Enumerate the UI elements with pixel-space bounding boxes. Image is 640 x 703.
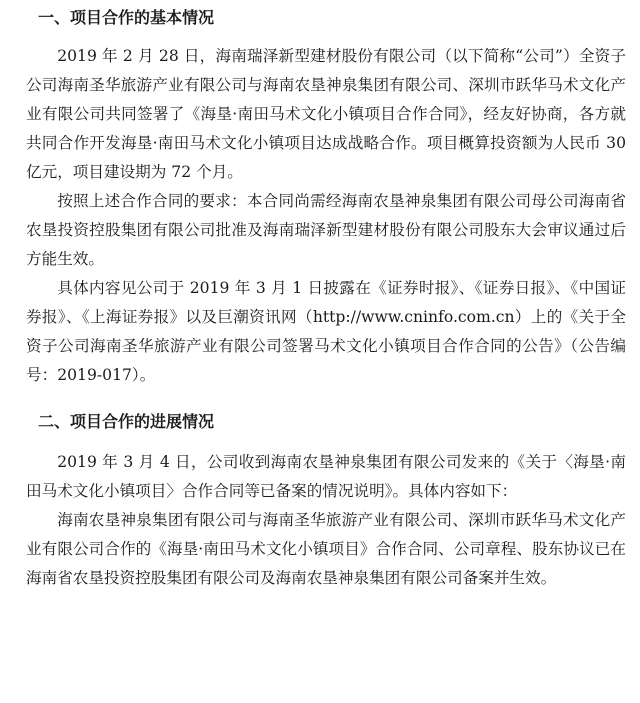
section-basic-situation [26, 8, 626, 390]
paragraph-notice-received: 2019 年 3 月 4 日，公司收到海南农垦神泉集团有限公司发来的《关于〈海垦·南田马术文化小镇项目〉合作合同等已备案的情况说明》。具体内容如下： [26, 453, 626, 500]
paragraph-disclosure-reference: 具体内容见公司于 2019 年 3 月 1 日披露在《证券时报》、《证券日报》、《中国证券报》、《上海证券报》以及巨潮资讯网（http://www.cninfo.com.cn）上的《关于全资子公司海南圣华旅游产业有限公司签署马术文化小镇项目合作合同的公告》（公告编号：2019-017）。 [26, 279, 626, 384]
section-heading-basic: 一、项目合作的基本情况 [38, 8, 215, 27]
paragraph-approval-requirement: 按照上述合作合同的要求：本合同尚需经海南农垦神泉集团有限公司母公司海南省农垦投资控股集团有限公司批准及海南瑞泽新型建材股份有限公司股东大会审议通过后方能生效。 [26, 192, 626, 268]
paragraph-agreement-signing: 2019 年 2 月 28 日，海南瑞泽新型建材股份有限公司（以下简称“公司”）全资子公司海南圣华旅游产业有限公司与海南农垦神泉集团有限公司、深圳市跃华马术文化产业有限公司共同签署了《海垦·南田马术文化小镇项目合作合同》，经友好协商，各方就共同合作开发海垦·南田马术文化小镇项目达成战略合作。项目概算投资额为人民币 30 亿元，项目建设期为 72 个月。 [26, 47, 626, 181]
section-heading-progress: 二、项目合作的进展情况 [38, 412, 215, 431]
paragraph-filing-effective: 海南农垦神泉集团有限公司与海南圣华旅游产业有限公司、深圳市跃华马术文化产业有限公司合作的《海垦·南田马术文化小镇项目》合作合同、公司章程、股东协议已在海南省农垦投资控股集团有限公司及海南农垦神泉集团有限公司备案并生效。 [26, 511, 626, 587]
section-progress [26, 412, 626, 593]
